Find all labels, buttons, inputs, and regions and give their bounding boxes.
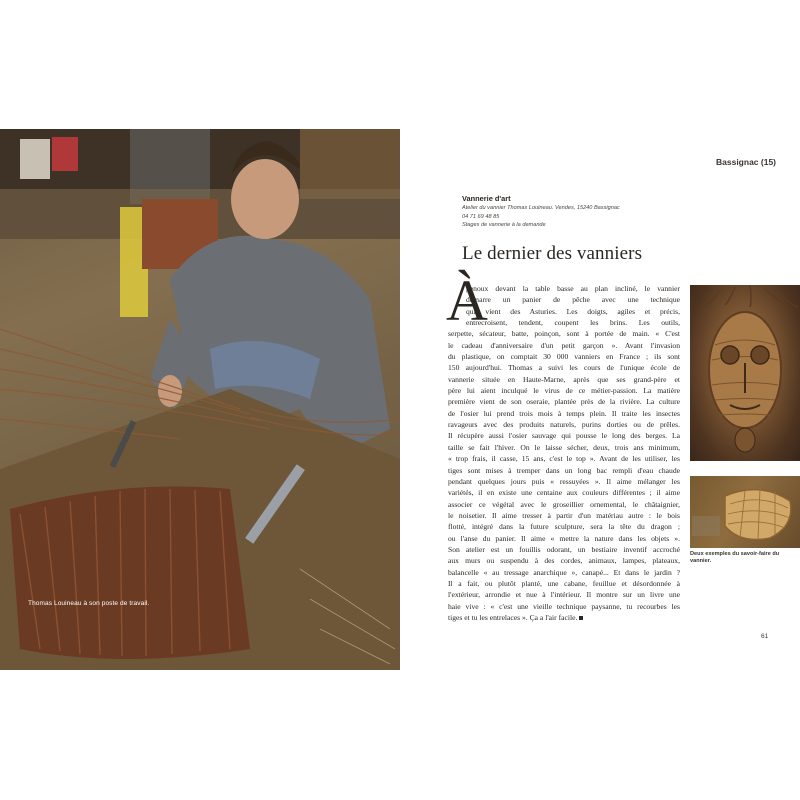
wicker-basket-illustration <box>690 476 800 548</box>
basket-photo <box>690 476 800 548</box>
page-number: 61 <box>761 633 769 640</box>
body-line: 150 aujourd'hui. Thomas a suivi les cours de l'unique école de <box>448 363 680 373</box>
drop-cap: À <box>446 268 488 333</box>
body-line: première vient de son oseraie, plantée près de la rivière. La culture <box>448 397 680 407</box>
info-box <box>462 194 682 230</box>
body-line: le noisetier. Il aime tresser à partir d'un matériau autre : le bois <box>448 510 680 520</box>
body-line: père lui aient inculqué le virus de ce métier-passion. La matière <box>448 386 680 396</box>
body-line: ou l'anse du panier. Il aime « mettre la nature dans les objets ». <box>448 533 680 543</box>
body-line: entrecroisent, tendent, coupent les brins. Les outils, <box>466 318 680 328</box>
article-title: Le dernier des vanniers <box>462 243 643 264</box>
body-line: variétés, il en existe une centaine aux couleurs différentes ; il aime <box>448 488 680 498</box>
body-line: qui vient des Asturies. Les doigts, agiles et précis, <box>466 306 680 316</box>
info-phone: 04 71 69 48 85 <box>462 213 500 220</box>
info-title: Vannerie d'art <box>462 194 511 203</box>
body-line: « trop frais, il casse, 15 ans, c'est le top ». Avant de les utiliser, les <box>448 454 680 464</box>
side-photo-caption: Deux exemples du savoir-faire du vannier. <box>690 551 780 565</box>
body-line: vannerie située en Haute-Marne, après que ses grand-père et <box>448 374 680 384</box>
body-line: flotté, intégré dans la future sculpture, sera la tête du dragon ; <box>448 522 680 532</box>
info-workshops: Stages de vannerie à la demande <box>462 222 546 229</box>
body-line: ravageurs avec des produits naturels, purins dorties ou de prêles. <box>448 420 680 430</box>
body-line: le cadeau d'anniversaire d'un petit garçon ». Avant l'invasion <box>448 340 680 350</box>
body-line: tiges sont mises à tremper dans un long bac rempli d'eau chaude <box>448 465 680 475</box>
running-head: Bassignac (15) <box>716 157 776 167</box>
wicker-mask-illustration <box>690 285 800 461</box>
body-line: l'extérieur, arrondie et nue à l'intérieur. Il montre sur un livre une <box>448 590 680 600</box>
body-line: du plastique, on comptait 30 000 vanniers en France ; ils sont <box>448 352 680 362</box>
body-line: tiges et tu les entrelaces ». Ça a l'air facile. <box>448 612 680 623</box>
body-line: balancelle « au tressage anarchique », canapé... Et dans le jardin ? <box>448 567 680 577</box>
mask-photo <box>690 285 800 461</box>
end-mark-icon <box>579 616 583 620</box>
body-line: pendant quelques jours puis « ressuyées ». Il aime mélanger les <box>448 476 680 486</box>
info-address: Atelier du vannier Thomas Louineau. Vendes, 15240 Bassignac <box>462 205 620 211</box>
body-line: genoux devant la table basse au plan incliné, le vannier <box>466 284 680 293</box>
body-line: aux murs ou suspendu à des cordes, animaux, lampes, plateaux, <box>448 556 680 566</box>
article-body <box>448 283 680 623</box>
body-line: Il a fait, ou plutôt planté, une cabane, feuillue et désordonnée à <box>448 578 680 588</box>
photo-caption: Thomas Louineau à son poste de travail. <box>28 600 150 607</box>
body-line: associer ce végétal avec le groseillier ornemental, le châtaignier, <box>448 499 680 509</box>
body-line: Son atelier est un fouillis odorant, un bestiaire inventif accroché <box>448 544 680 554</box>
body-line: démarre un panier de pêche avec une technique <box>466 295 680 305</box>
workshop-photo-illustration <box>0 129 400 670</box>
body-line: Il récupère aussi l'osier sauvage qui pousse le long des berges. La <box>448 431 680 441</box>
body-line: taille se fait l'hiver. On le laisse sécher, deux, trois ans minimum, <box>448 442 680 452</box>
body-line: serpette, sécateur, batte, poinçon, sont à portée de main. « C'est <box>448 329 680 339</box>
body-line: haie vive : « c'est une vieille technique paysanne, tu recourbes les <box>448 601 680 611</box>
body-line: de l'osier lui prend trois mois à temps plein. Il traite les insectes <box>448 408 680 418</box>
workshop-photo <box>0 129 400 670</box>
